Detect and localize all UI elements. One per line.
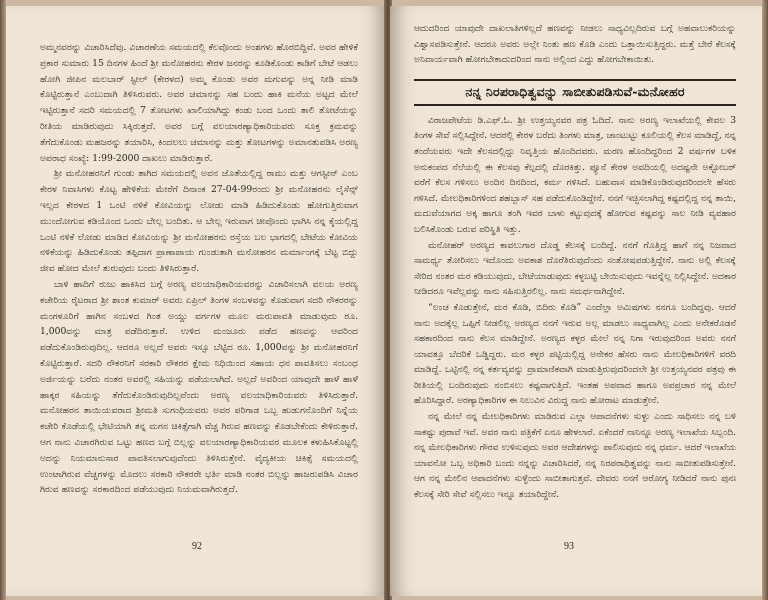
left-page-number: 92 bbox=[192, 541, 202, 552]
left-paragraph-2: ಶ್ರೀ ಮನೋಹರನಿಗೆ ಗುಂಡು ತಾಗಿದ ಸಮಯದಲ್ಲಿ ಅವನ ಜೊತೆಯಲ್ಲಿದ್ದ ರಾಮು ಮತ್ತು ಆಗಸ್ಟೀನ್ ಎಂಬ ಕೇರಳ ನಿವಾಸಿಗಳು ಕೊಟ್ಟ ಹೇಳಿಕೆಯ ಮೇರೆಗೆ ದಿನಾಂಕ 27-04-99ರಂದು ಶ್ರೀ ಮನೋಹರನು ಲೈಸೆನ್ಸ್ ಇಲ್ಲದ ಕೇರಳದ 1 ಒಂಟಿ ನಳಿಕೆ ಕೋವಿಯನ್ನು ಲೋಡು ಮಾಡಿ ಹಿಡಿದುಕೊಂಡು ಹೋಗುತ್ತಿರುವಾಗ ಮುಂದೋಗುವ ಕಡಿಯೊಂದ ಒಂದು ಬೇಲ್ಲ ಬಂದಿತು. ಆ ಬೇಲ್ಲ ಇರುವಾಗ ಚೀಪೊಂದು ಭಾಗಿಸಿ ನನ್ನ ಕೈಯಲ್ಲಿದ್ದ ಒಂಟಿ ನಳಿಕೆ ಲೋಡು ಮಾಡಿದ ಕೋವಿಯನ್ನು ಶ್ರೀ ಮನೋಹರನು ರಸ್ತೆಯ ಬಲ ಭಾಗದಲ್ಲಿ ಬೇಟೆಯ ಕೋವಿಯ ನಳಿಕೆಯನ್ನು ಹಿಡಿದುಕೊಂಡು ತಪ್ಪಿದಾಗ ಪ್ರಾಣಾಪಾಯ ಗುಂಡುತಾಗಿ ಮನೋಹರನ ಮರ್ಮಾಂಗಕ್ಕೆ ಬೆಟ್ಟ ಬಿದ್ದು ಜೀವ ಹೋದ ಮೇಲೆ ತುರುವುದು ಬಂದು ತಿಳಿಸಿರುತ್ತಾರೆ. bbox=[40, 168, 358, 275]
right-page bbox=[390, 6, 762, 596]
right-paragraph-2: ಮನೋಹರ್ ಅರಣ್ಯದ ಕಾವಲುಗಾರ ದೊಡ್ಡ ಕೆಲಸಕ್ಕೆ ಬಂದಿದ್ದೆ. ನನಗೆ ಗೊತ್ತಿದ್ದ ಹಾಗೆ ನನ್ನ ನಿಜವಾದ ಸಾಮರ್ಥ್ಯ ತೋರಿಸಲು ಇದೊಂದು ಅವಕಾಶ ದೊರೆತಿರುವುದೆಂದು ಸಂತೋಷಪಡುತ್ತಿದ್ದೇನೆ. ನಾನು ಅಲ್ಲಿ ಕೆಲಸಕ್ಕೆ ಸೇರಿದ ನಂತರ ಮರ ಕಡಿಯುವುದು, ಬೇಟೆಯಾಡುವುದು ಕಳ್ಳಬಟ್ಟಿ ಬೇಯಿಸುವುದು ಇವನ್ನೆಲ್ಲ ನಿಲ್ಲಿಸಿದ್ದೇನೆ. ಅದಕಾರ ನೀಡಿದರೂ ಇವೆಲ್ಲವನ್ನು ನಾನು ಸಹಿಸುತ್ತಿರಲಿಲ್ಲ. ನಾನು ಸಮರ್ಥನಾಗಿದ್ದೇನೆ. bbox=[414, 240, 736, 298]
left-paragraph-1: ಅಮ್ಮನವರನ್ನು ವಿಚಾರಿಸಿದೆವು. ವಿಚಾರಣೆಯ ಸಮಯದಲ್ಲಿ ಕೆಲವೊಂದು ಅಂಶಗಳು ಹೊರಬಿದ್ದಿವೆ. ಅವರ ಹೇಳಿಕೆ ಪ್ರಕಾರ ಸುಮಾರು 15 ದಿನಗಳ ಹಿಂದೆ ಶ್ರೀ ಮನೋಹರನು ಕೇರಳ ಜನರನ್ನು ಕೂಡಿಕೊಂಡು ಕಾಡಿಗೆ ಬೇಟೆ ಆಡಲು ಹೋಗಿ ಜೀಪಿನ ಮಲಬಾರ್ ಸ್ಟೀಲ್ (ಕೇರಳದ) ಅಮ್ಮ ಕೊಂಡು ಅವರ ಮಗುವನ್ನು ಅನ್ನ ನೀಡಿ ಮಾಡಿ ಕೊಟ್ಟಿರುತ್ತಾನೆ ಎಂಬುದಾಗಿ ತಿಳಿಸಿರುವರು. ಅವರ ಚಮಾನನ್ನು ಸಹ ಬಂದು ಹಾಕಿ ಮನೆಯ ಅಟ್ಟದ ಮೇಲೆ ಇಟ್ಟಿರುತ್ತಾನೆ ಸದರಿ ಸಮಯದಲ್ಲಿ 7 ತೋಟಗಳು ಖಾಲಿಯಾಗಿದ್ದು ಕಂಡು ಬಂದ ಒಂದು ತಾಲಿ ತೋಟೆಯನ್ನು ರೀತಿಯ ಮಾಡಿರುವುದು ಸಿಕ್ಕಿರುತ್ತದೆ. ಅವರ ಬಗ್ಗೆ ವಲಯಾರಣ್ಯಾಧಿಕಾರಿಯವರು ಸೂಕ್ತ ಕ್ರಮವನ್ನು ತೆಗೆದುಕೊಂಡು ಮಹಜರನ್ನು ತಯಾರಿಸಿ, ಕಿಂದಲಲು ಚಮಾನನ್ನು ಮತ್ತು ತೋಟಗಳನ್ನು ಅಮಾನತುಪಡಿಸಿ ಅರಣ್ಯ ಅಪರಾಧ ಸಂಖ್ಯೆ: 1:99-2000 ದಾಖಲು ಮಾಡಿರುತ್ತಾರೆ. bbox=[40, 42, 358, 164]
right-paragraph-4: ನನ್ನ ಮೇಲೆ ನನ್ನ ಮೇಲಧಿಕಾರಿಗಳು ಮಾಡಿರುವ ಎಲ್ಲಾ ಆಪಾದನೆಗಳು ಸುಳ್ಳು ಎಂದು ಸಾಧಿಸಲು ನನ್ನ ಬಳಿ ಸಾಕಷ್ಟು ಪುರಾವೆ ಇವೆ. ಅವರ ನಾನು ಪತ್ರಿಕೆಗೆ ಏನೂ ಹೇಳಲಾರೆ. ಏಕೆಂದರೆ ನಾನಿನ್ನೂ ಅರಣ್ಯ ಇಲಾಖೆಯ ಸಿಬ್ಬಂದಿ. ನನ್ನ ಮೇಲಧಿಕಾರಿಗಳು ಗೌರವ ಉಳಿಸುವುದು ಅವರ ಆದೇಶಗಳನ್ನು ಪಾಲಿಸುವುದು ನನ್ನ ಧರ್ಮ. ಆದರೆ ಇಲಾಖೆಯ ಯಾವನೋ ಒಬ್ಬ ಅಧಿಕಾರಿ ಬಂದು ನನ್ನನ್ನು ವಿಚಾರಿಸಿದರೆ, ನನ್ನ ನಿರಪರಾಧಿತ್ವವನ್ನು ನಾನು ಸಾಬೀತುಪಡಿಸುತ್ತೇನೆ. ಆಗ ನನ್ನ ಮೇಲಿನ ಆಪಾದನೆಗಳು ಸುಳ್ಳೆಂದು ಸಾಬೀತಾಗುತ್ತವೆ. ದೇವರು ನನಗೆ ಆರೋಗ್ಯ ನೀಡಿದರೆ ನಾನು ಪುನಃ ಕೆಲಸಕ್ಕೆ ಸೇರಿ ಸೇವೆ ಸಲ್ಲಿಸಲು ಇನ್ನೂ ತಯಾರಿದ್ದೇನೆ. bbox=[414, 412, 736, 501]
right-paragraph-3: “ಲಂಚ ಕೊಡುತ್ತೇನೆ, ಮರ ಕೊಡಿ, ಬಿದಿರು ಕೊಡಿ” ಎಂದೆಲ್ಲಾ ಅಮಿಷಗಳು ನನಗೂ ಬಂದಿದ್ದವು. ಆದರೆ ನಾನು ಅದಕ್ಕೆಲ್ಲ ಒಪ್ಪಿಗೆ ನೀಡಲಿಲ್ಲ ಅರಣ್ಯದ ನನಗೆ ಇರುವ ಅಲ್ಲ ಮಾಡಲು ಸಾಧ್ಯವಾಗಿಲ್ಲ ಎಂದು ಅನೇಕರೊಡನೆ ಸಹಕಾರದಿಂದ ನಾನು ಕೆಲಸ ಮಾಡಿದ್ದೇನೆ. ಅರಣ್ಯದ ಕಳ್ಳರ ಮೇಲೆ ನನ್ನ ನಿಗಾ ಇರುವುದರಿಂದ ಅವರು ನನಗೆ ಯಾವತ್ತೂ ಬೆದರಿಕೆ ಒಡ್ಡಿದ್ದರು. ಮರ ಕಳ್ಳರ ಪಟ್ಟಿಯಲ್ಲಿದ್ದ ಅನೇಕರ ಹೆಸರು ನಾನು ಮೇಲಧಿಕಾರಿಗಳಿಗೆ ವರದಿ ಮಾಡಿದ್ದೆ. ಒಟ್ಟಿನಲ್ಲಿ ನನ್ನ ಕರ್ತವ್ಯವನ್ನು ಪ್ರಾಮಾಣಿಕವಾಗಿ ಮಾಡುತ್ತಿರುವುದರಿಂದಲೇ ಶ್ರೀ ಉತ್ತಯ್ಯನವರ ಪತ್ರವು ಈ ರೀತಿಯಲ್ಲಿ ಬಂದಿರುವುದು ನಂಬಿಸಲು ಕಷ್ಟವಾಗುತ್ತಿದೆ. ಇಂತಹ ಅಪವಾದ ಹಾಗೂ ಅಪಪ್ರಚಾರ ನನ್ನ ಮೇಲೆ ಹೊರಿಸಿದ್ದಾರೆ. ಅರಣ್ಯಾಧಿಕಾರಿಗಳ ಈ ನಿಲುವಿನ ವಿರುದ್ಧ ನಾನು ಹೋರಾಟ ಮಾಡುತ್ತೇನೆ. bbox=[414, 302, 736, 407]
right-page-number: 93 bbox=[564, 541, 574, 552]
left-paragraph-3: ಬಾಳಿ ಹಾದಿಗೆ ರುಜು ಹಾಕಿಸಿದ ಬಗ್ಗೆ ಅರಣ್ಯ ವಲಯಾಧಿಕಾರಿಯವರನ್ನು ವಿಚಾರಿಸಲಾಗಿ ವಲಯ ಅರಣ್ಯ ಕಚೇರಿಯ ರೈಟರಾದ ಶ್ರೀ ಶಾಂತ ಕುಮಾರ್ ಅವರು ಏಪ್ರಿಲ್ ತಿಂಗಳ ಸಂಬಳವನ್ನು ಕೊಡುವಾಗ ಸದರಿ ನೌಕರರನ್ನು ಮಂಗಳೂರಿಗೆ ಹಾಗಿನ ಸಂಬಳದ ಗಿಂತ ಅಯ್ದು ವರ್ಗಗಳ ಮೂಲ ಮರುಪಾವತಿ ಮಾಡುವುದು ರೂ. 1,000ವನ್ನು ಮಾತ್ರ ಪಡೆದಿರುತ್ತಾರೆ. ಉಳಿದ ಮಂಜೂರು ಪಡೆದ ಹಣವನ್ನು ಆವರಿಂದ ಪಡೆದುಕೊಂಡಿರುವುದಿಲ್ಲ. ಆದರೂ ಅಲ್ಲದೆ ಅವರು ಇಸ್ಸೂ ಬೆಟ್ಟಿದ ರೂ. 1,000ವನ್ನು ಶ್ರೀ ಮನೋಹರನಿಗೆ ಕೊಟ್ಟಿರುತ್ತಾರೆ. ಸದರಿ ನೌಕರನಿಗೆ ಸರಕಾರಿ ನೌಕರರ ಕ್ಷೇಮ ನಿಧಿಯಿಂದ ಸಹಾಯ ಧನ ಪಾವತಿಸಲು ಸಂಬಂಧ ಅರ್ಜಿಯನ್ನು ಬರೆದು ನಂತರ ಅವರಲ್ಲಿ ಸಹಿಯನ್ನು ಪಡೆಯಲಾಗಿದೆ. ಅಲ್ಲದೆ ಅವರಿಂದ ಯಾವುದೇ ಹಾಳೆ ಹಾಳೆ ಹಾಕ್ಕರ ಸಹಿಯನ್ನು ತೆಗೆದುಕೊಂಡಿರುವುದಿಲ್ಲವೆಂದು ಅರಣ್ಯ ವಲಯಾಧಿಕಾರಿಯವರು ತಿಳಿಸಿರುತ್ತಾರೆ. ಮನೋಹರನ ತಾಯಿಯವರಾದ ಶ್ರೀಮತಿ ಸುಗಂಧಿಯವರು ಅವರ ಪರಿಗಾಡ ಒಬ್ಬ ಹುಡುಗನೊಂದಿಗೆ ನಿನ್ನೆಯ ಕಚೇರಿ ಕೊಡೆಯಲ್ಲಿ ಭೇಟಿಯಾಗಿ ತನ್ನ ಮಗನ ಚಿಕಿತ್ಸೆಗಾಗಿ ವೆಚ್ಚ ಗಿರುವ ಹಣವನ್ನು ಕೊಡಬೇಕೆಂದು ಕೇಳಿರುತ್ತಾರೆ. ಆಗ ನಾನು ವಿಚಾರಗಿರುವ ಒಟ್ಟು ಹಣದ ಬಗ್ಗೆ ಬಿಲ್ಲನ್ನು ವಲಯಾರಣ್ಯಾಧಿಕಾರಿಯವರ ಮೂಲಕ ಕಳುಹಿಸಿಕೊಟ್ಟಲ್ಲಿ ಅದನ್ನು ನಿಯಮಾನುಸಾರ ಪಾವತಿಸಲಾಗುವುದೆಂದು ತಿಳಿಸಿರುತ್ತೇನೆ. ವೈದ್ಯಕೀಯ ಚಿಕಿತ್ಸೆ ಸಮಯದಲ್ಲಿ ಉಂಟಾಗಿರುವ ವೆಚ್ಚಗಳನ್ನು ಮೊದಲು ಸರಕಾರಿ ನೌಕರರೇ ಭರ್ತಿ ಮಾಡಿ ನಂತರ ಬಿಲ್ಲನ್ನು ಹಾಜರುಪಡಿಸಿ ವಿಚಾರ ಗಿರುವ ಹಣವನ್ನು ಸರಕಾರದಿಂದ ಪಡೆಯುವುದು ನಿಯಮವಾಗಿರುತ್ತದೆ. bbox=[40, 278, 358, 496]
left-page bbox=[6, 6, 386, 596]
section-title: ನನ್ನ ನಿರಪರಾಧಿತ್ವವನ್ನು ಸಾಬೀತುಪಡಿಸುವೆ-ಮನೋಹರ bbox=[414, 79, 736, 106]
book-edge-right bbox=[762, 0, 768, 600]
right-intro-paragraph: ಆದುದರಿಂದ ಯಾವುದೇ ದಾಖಲಾತಿಗಳಿಲ್ಲದೆ ಹಣವನ್ನು ನೀಡಲು ಸಾಧ್ಯವಿಲ್ಲದಿರುವ ಬಗ್ಗೆ ಅಹವಾಲುಕರಿಯನ್ನು ವಿಶ್ವಾಸಪಡಿಸುತ್ತೇನೆ. ಆದರೂ ಅವರು ಅಲ್ಲೇ ನಿಂತು ಹಣ ಕೊಡಿ ಎಂದು ಒತ್ತಾಯಿಸುತ್ತಿದ್ದರು. ಮತ್ತೆ ಬೇರೆ ಕೆಲಸಕ್ಕೆ ಅನಿವಾರ್ಯವಾಗಿ ಹೋಗಬೇಕಾದುದರಿಂದ ನಾನು ಅಲ್ಲಿಂದ ಎದ್ದು ಹೋಗಬೇಕಾಯಿತು. bbox=[414, 24, 736, 66]
right-paragraph-1: ವಿರಾಜಪೇಟೆಯ ಡಿ.ಎಫ್.ಓ. ಶ್ರೀ ಉತ್ತಯ್ಯನವರ ಪತ್ರ ಓದಿದೆ. ನಾನು ಅರಣ್ಯ ಇಲಾಖೆಯಲ್ಲಿ ಕೇವಲ 3 ತಿಂಗಳ ಸೇವೆ ಸಲ್ಲಿಸಿದ್ದೇನೆ. ಆದರಲ್ಲಿ ಕೇರಳ ಬರೆದು ತಿಂಗಳು ಮಾತ್ರ, ಚಾಂಟುಟ್ಟು ಕೂಲಿಯಲ್ಲಿ ಕೆಲಸ ಮಾಡಿದ್ದೆ, ನನ್ನ ತಂದೆಯವರು ಇದೇ ಕೆಲಸದಲ್ಲಿದ್ದು ನಿವೃತ್ತಿಯ ಹೊಂದಿದವರು. ಮರಣ ಹೊಂದಿದ್ದರಿಂದ 2 ವರ್ಷಗಳ ಬಳಿಕ ಅನುಕಂಪದ ನೆಲೆಯಲ್ಲಿ ಈ ಕೆಲಸವು ಕೆಲ್ಪದಲ್ಲಿ ದೊರಕಿತ್ತು. ಪ್ಯೂನೆ ಕೇರಳ ಅವದಿಯಲ್ಲಿ ಅದಷ್ಟನೇ ಅಕ್ಟೋಬರ್ ವರೆಗೆ ಕೆಲಸ ಗಳಿಸಲು ಅಂದಿನ ದಿನದಿಂದ, ಕರ್ಮ ಗಳಿಸಿದೆ. ಬಹುವಾಸ ಮಾಡಿಕೊಂಡಿರುವುದರಿಂದಲೇ ಹೆಸರು ಗಳಿಸಿದೆ. ಮೇಲಧಿಕಾರಿಗಳಿಂದ ಶಹಬ್ಬಾಸ್ ಸಹ ಪಡೆದುಕೊಂಡಿದ್ದೇನೆ. ನನಗೆ ಇಚ್ಛಿಸಲಾಗಿದ್ದ ಕಷ್ಟದಲ್ಲಿದ್ದ ನನ್ನ ತಾಯಿ, ಮದುವೆಯಾಗದ ಅಕ್ಕ ಹಾಗೂ ತಂಗಿ ಇವರ ಬಾಳು ಕಟ್ಟುವುದಕ್ಕೆ ಹೋಗುವ ಕಷ್ಟವನ್ನು ಸಾಲ ನೀಡಿ ವ್ಯವಹಾರ ಬಲಿಸಿಕೊಂಡು ಬರುವ ಪರಿಸ್ಥಿತಿ ಇತ್ತು. bbox=[414, 115, 736, 235]
